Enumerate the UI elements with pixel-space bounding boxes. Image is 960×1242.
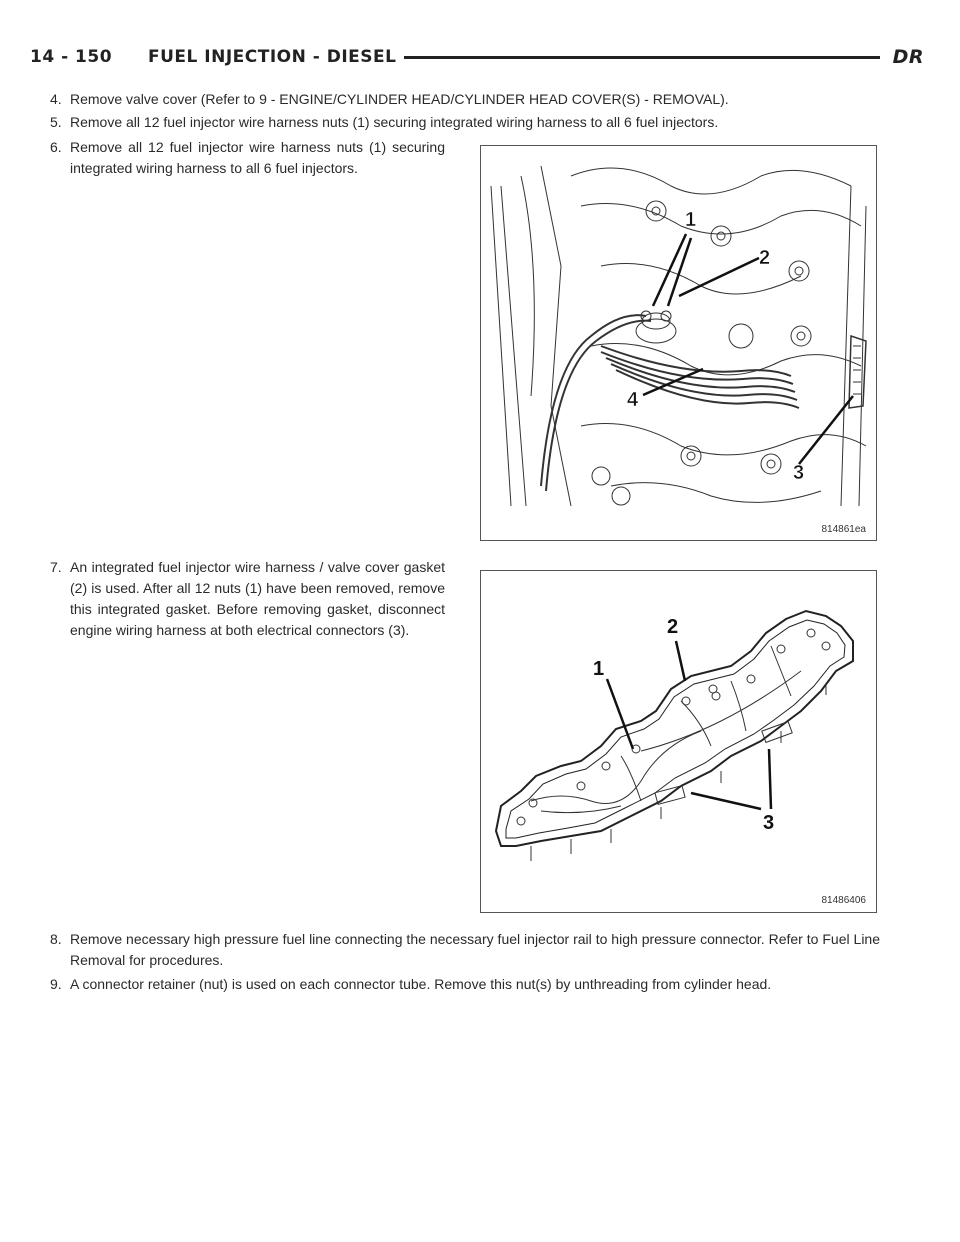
- step-7: [50, 557, 445, 641]
- step-text: Remove necessary high pressure fuel line connecting the necessary fuel injector rail to high pressure connector. Refer to Fuel Line Removal for procedures.: [70, 931, 880, 968]
- step-number: 6.: [50, 139, 62, 155]
- header-rule: [330, 56, 880, 59]
- section-title: FUEL INJECTION - DIESEL: [148, 46, 404, 68]
- callout-1: 1: [685, 209, 697, 231]
- page-number: 14 - 150: [30, 47, 113, 67]
- step-9: [50, 974, 880, 995]
- page-header: [30, 46, 930, 72]
- figure-code: 81486406: [821, 895, 866, 906]
- figure-valve-cover-gasket: [480, 570, 877, 913]
- step-text: An integrated fuel injector wire harness / valve cover gasket (2) is used. After all 12 nuts (1) have been removed, remove this integrated gasket. Before removing gasket, disconnect engine wiring harness at both electrical connectors (3).: [70, 559, 445, 638]
- step-4: [50, 89, 850, 110]
- engine-illustration: [481, 146, 878, 542]
- step-8: [50, 929, 880, 971]
- callout-3: 3: [763, 812, 775, 834]
- step-number: 5.: [50, 114, 62, 130]
- figure-injector-harness: [480, 145, 877, 541]
- figure-code: 814861ea: [821, 524, 866, 535]
- callout-2: 2: [759, 247, 771, 269]
- step-text: A connector retainer (nut) is used on each connector tube. Remove this nut(s) by unthreading from cylinder head.: [70, 976, 772, 992]
- callout-3: 3: [793, 462, 805, 484]
- step-number: 4.: [50, 91, 62, 107]
- callout-2: 2: [667, 616, 679, 638]
- step-number: 9.: [50, 976, 62, 992]
- step-text: Remove all 12 fuel injector wire harness nuts (1) securing integrated wiring harness to all 6 fuel injectors.: [70, 114, 719, 130]
- step-number: 7.: [50, 559, 62, 575]
- gasket-illustration: [481, 571, 878, 914]
- step-text: Remove all 12 fuel injector wire harness nuts (1) securing integrated wiring harness to all 6 fuel injectors.: [70, 139, 445, 176]
- model-code: DR: [885, 46, 924, 68]
- step-6: [50, 137, 445, 179]
- callout-1: 1: [593, 658, 605, 680]
- step-text: Remove valve cover (Refer to 9 - ENGINE/CYLINDER HEAD/CYLINDER HEAD COVER(S) - REMOVAL).: [70, 91, 729, 107]
- step-number: 8.: [50, 931, 62, 947]
- step-5: [50, 112, 860, 133]
- callout-4: 4: [627, 389, 639, 411]
